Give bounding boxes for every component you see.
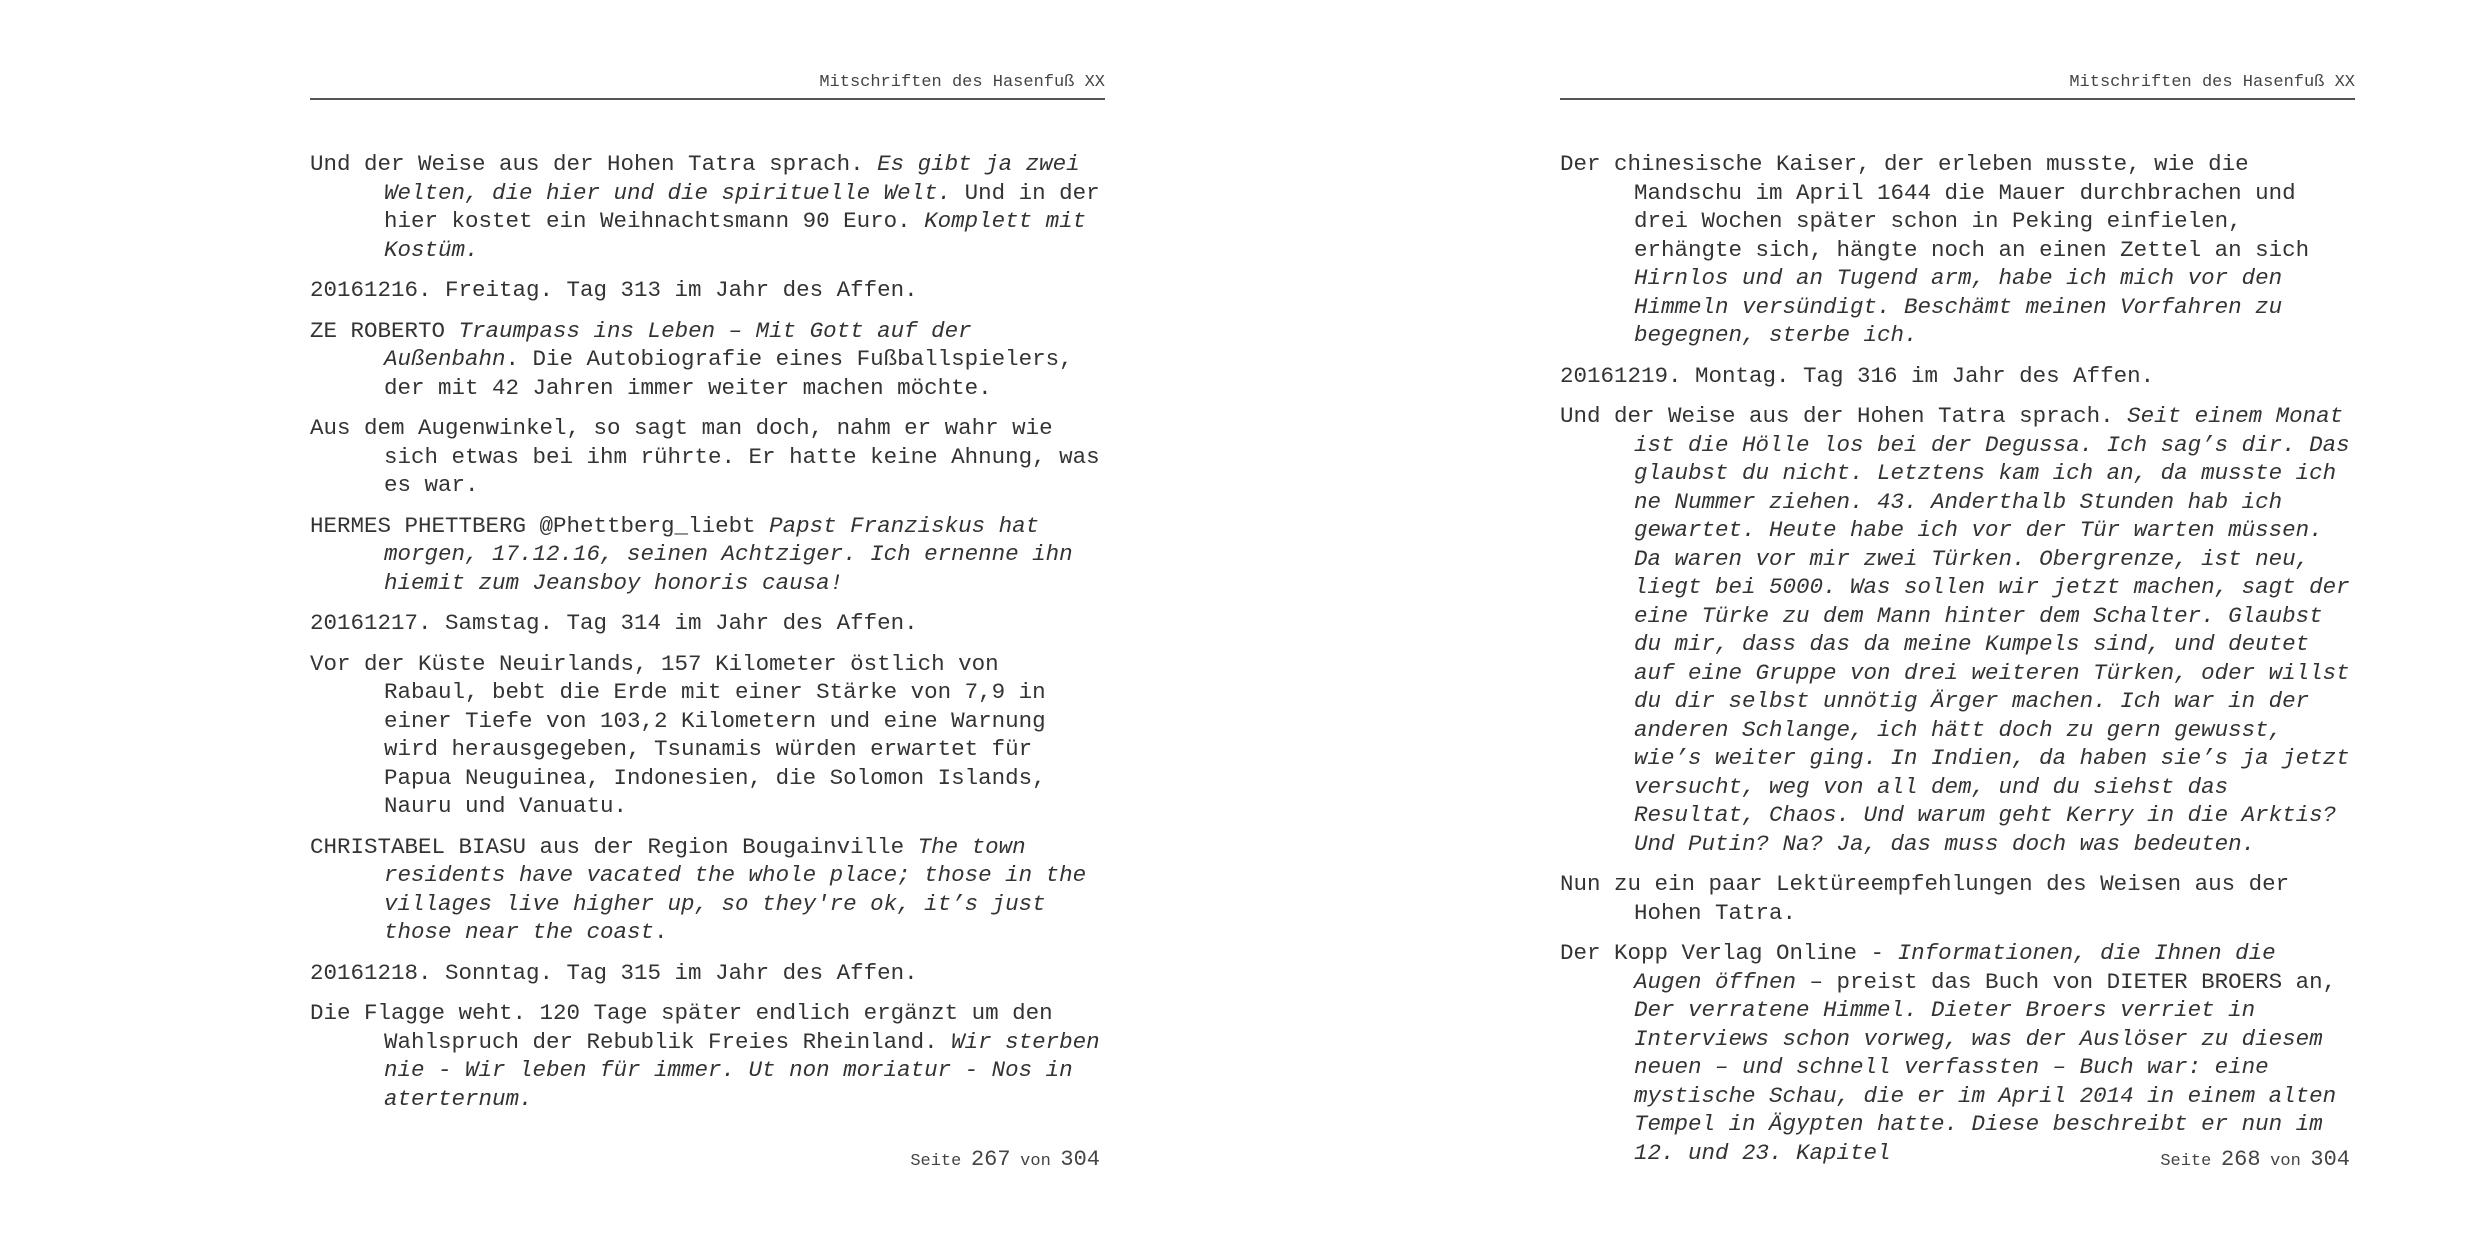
page-body: [1560, 150, 2355, 1167]
footer-separator: von: [2270, 1152, 2301, 1171]
total-pages: 304: [1060, 1147, 1100, 1172]
page-number: 268: [2220, 1147, 2261, 1172]
text-run: Aus dem Augenwinkel, so sagt man doch, nahm er wahr wie sich etwas bei ihm rührte. Er hatte keine Ahnung, was es war.: [310, 415, 1100, 498]
paragraph: [1560, 150, 2355, 350]
italic-text: Der verratene Himmel. Dieter Broers verriet in Interviews schon vorweg, was der Auslöser zu diesem neuen – und schnell verfassten – Buch war: eine mystische Schau, die er im April 2014 in einem alten Tempel in Ägypten hatte. Diese beschreibt er nun im 12. und 23. Kapitel: [1634, 997, 2337, 1166]
paragraph: [310, 999, 1105, 1113]
text-run: 20161219. Montag. Tag 316 im Jahr des Affen.: [1560, 362, 2155, 389]
header-rule: [1560, 98, 2355, 100]
page-footer: [310, 1147, 1100, 1172]
paragraph: [1560, 939, 2355, 1167]
text-run: Und der Weise aus der Hohen Tatra sprach.: [1560, 403, 2128, 429]
text-run: Nun zu ein paar Lektüreempfehlungen des Weisen aus der Hohen Tatra.: [1560, 871, 2290, 926]
text-run: Vor der Küste Neuirlands, 157 Kilometer östlich von Rabaul, bebt die Erde mit einer Stärke von 7,9 in einer Tiefe von 103,2 Kilometern und eine Warnung wird herausgegeben, Tsunamis würden erwartet für Papua Neuguinea, Indonesien, die Solomon Islands, Nauru und Vanuatu.: [310, 650, 1046, 819]
total-pages: 304: [2310, 1147, 2350, 1172]
text-run: Die Flagge weht. 120 Tage später endlich ergänzt um den Wahlspruch der Rebublik Freies Rheinland.: [310, 1000, 1053, 1055]
paragraph: [310, 650, 1105, 821]
running-header: Mitschriften des Hasenfuß XX: [819, 73, 1105, 92]
italic-text: Seit einem Monat ist die Hölle los bei der Degussa. Ich sag’s dir. Das glaubst du nicht. Letztens kam ich an, da musste ich ne Nummer ziehen. 43. Anderthalb Stunden hab ich gewartet. Heute habe ich vor der Tür warten müssen. Da waren vor mir zwei Türken. Obergrenze, ist neu, liegt bei 5000. Was sollen wir jetzt machen, sagt der eine Türke zu dem Mann hinter dem Schalter. Glaubst du mir, dass das da meine Kumpels sind, und deutet auf eine Gruppe von drei weiteren Türken, oder willst du dir selbst unnötig Ärger machen. Ich war in der anderen Schlange, ich hätt doch zu gern gewusst, wie’s weiter ging. In Indien, da haben sie’s ja jetzt versucht, weg von all dem, und du siehst das Resultat, Chaos. Und warum geht Kerry in die Arktis? Und Putin? Na? Ja, das muss doch was bedeuten.: [1634, 403, 2350, 857]
text-run: HERMES PHETTBERG @Phettberg_liebt: [310, 512, 770, 539]
paragraph: [310, 959, 1105, 988]
italic-text: Traumpass ins Leben – Mit Gott auf der Außenbahn: [384, 317, 972, 372]
footer-prefix: Seite: [910, 1152, 962, 1171]
text-run: Und in der hier kostet ein Weihnachtsmann 90 Euro.: [384, 179, 1100, 234]
italic-text: Hirnlos und an Tugend arm, habe ich mich vor den Himmeln versündigt. Beschämt meinen Vorfahren zu begegnen, sterbe ich.: [1634, 265, 2283, 348]
italic-text: Papst Franziskus hat morgen, 17.12.16, seinen Achtziger. Ich ernenne ihn hiemit zum Jeansboy honoris causa!: [384, 512, 1073, 596]
right-page: [1560, 0, 2355, 1240]
paragraph: [1560, 362, 2355, 391]
page-number: 267: [970, 1147, 1011, 1172]
italic-text: Es gibt ja zwei Welten, die hier und die spirituelle Welt.: [384, 151, 1080, 206]
left-page: [310, 0, 1105, 1240]
header-rule: [310, 98, 1105, 100]
paragraph: [310, 150, 1105, 264]
text-run: Und der Weise aus der Hohen Tatra sprach.: [310, 151, 878, 177]
text-run: .: [654, 919, 668, 945]
text-run: ZE ROBERTO: [310, 317, 459, 344]
text-run: 20161216. Freitag. Tag 313 im Jahr des Affen.: [310, 277, 918, 303]
footer-separator: von: [1020, 1152, 1051, 1171]
paragraph: [1560, 870, 2355, 927]
italic-text: Wir sterben nie - Wir leben für immer. Ut non moriatur - Nos in aterternum.: [384, 1028, 1100, 1112]
paragraph: [310, 833, 1105, 947]
paragraph: [310, 317, 1105, 403]
text-run: 20161218. Sonntag. Tag 315 im Jahr des Affen.: [310, 959, 918, 986]
text-run: 20161217. Samstag. Tag 314 im Jahr des Affen.: [310, 610, 918, 636]
text-run: Der Kopp Verlag Online -: [1560, 940, 1898, 966]
paragraph: [310, 276, 1105, 305]
italic-text: Informationen, die Ihnen die Augen öffnen: [1634, 940, 2276, 995]
paragraph: [310, 609, 1105, 638]
running-header: Mitschriften des Hasenfuß XX: [2069, 73, 2355, 92]
footer-prefix: Seite: [2160, 1152, 2212, 1171]
text-run: . Die Autobiografie eines Fußballspielers, der mit 42 Jahren immer weiter machen möchte.: [384, 346, 1073, 401]
paragraph: [310, 512, 1105, 598]
page-footer: [1560, 1147, 2350, 1172]
italic-text: Komplett mit Kostüm.: [384, 208, 1087, 263]
page-body: [310, 150, 1105, 1113]
text-run: CHRISTABEL BIASU aus der Region Bougainville: [310, 833, 918, 860]
italic-text: The town residents have vacated the whole place; those in the villages live higher up, so they're ok, it’s just those near the coast: [384, 833, 1087, 945]
text-run: Der chinesische Kaiser, der erleben musste, wie die Mandschu im April 1644 die Mauer durchbrachen und drei Wochen später schon in Peking einfielen, erhängte sich, hängte noch an einen Zettel an sich: [1560, 151, 2310, 263]
paragraph: [1560, 402, 2355, 858]
text-run: – preist das Buch von DIETER BROERS an,: [1796, 968, 2337, 995]
paragraph: [310, 414, 1105, 500]
